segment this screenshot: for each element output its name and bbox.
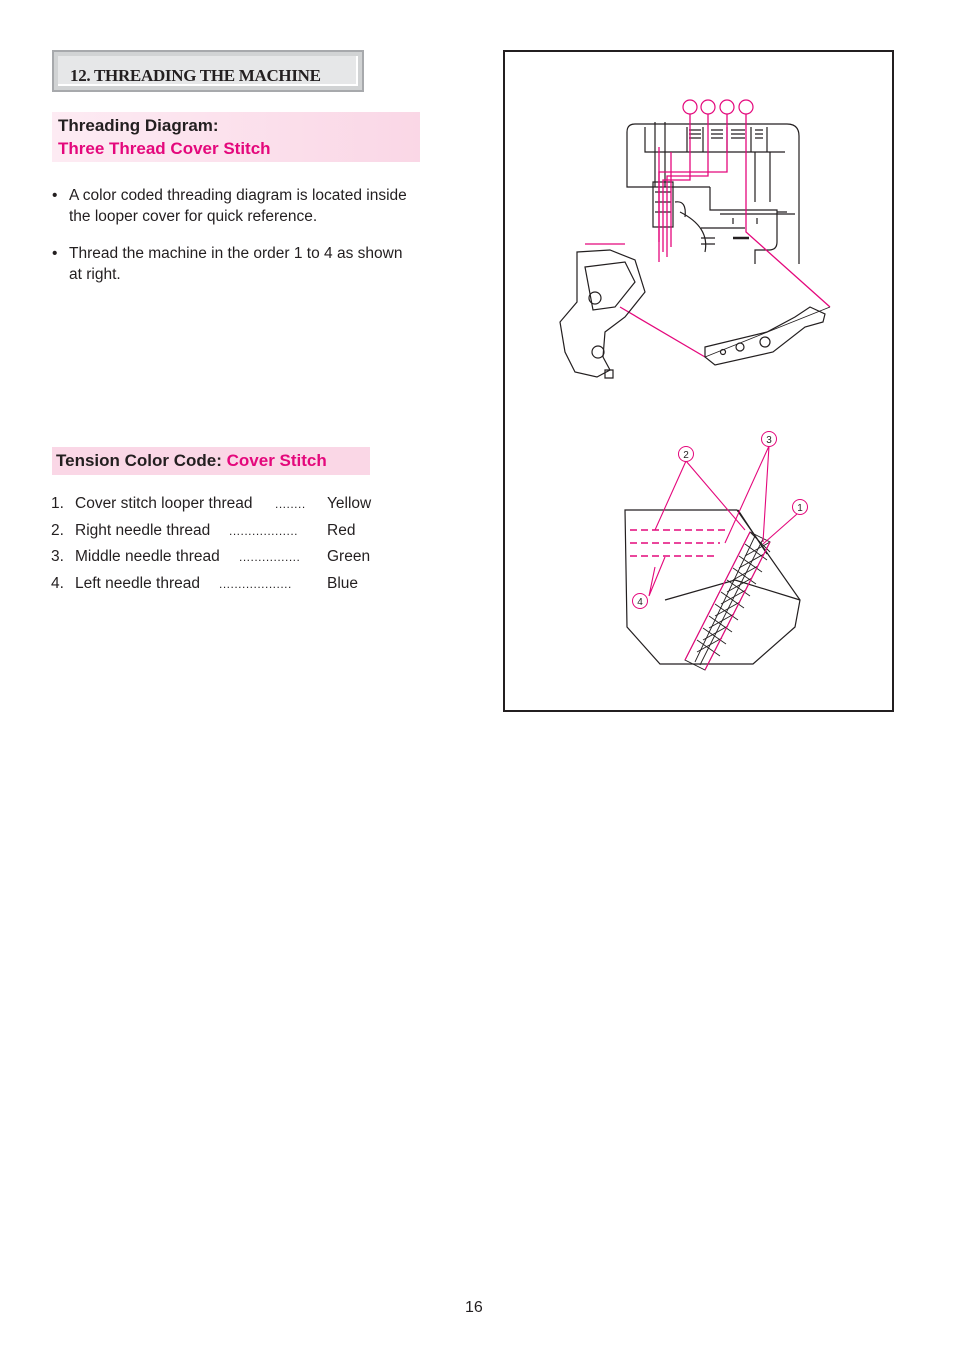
code-number: 1. bbox=[51, 495, 64, 512]
tension-code-row bbox=[51, 495, 411, 522]
callout-leaders bbox=[649, 446, 797, 596]
instruction-item bbox=[52, 185, 472, 227]
code-value: Yellow bbox=[327, 495, 372, 512]
code-value: Red bbox=[327, 521, 356, 539]
instruction-line: the looper cover for quick reference. bbox=[69, 208, 318, 225]
leader-dots: .................. bbox=[229, 523, 299, 538]
machine-body-drawing bbox=[627, 122, 799, 264]
dial-callout-circle bbox=[701, 100, 715, 114]
callout-label: 1 bbox=[797, 503, 803, 514]
leader-dots: ........ bbox=[275, 497, 306, 511]
stitch-dashes bbox=[630, 530, 725, 556]
leader-dots: ................... bbox=[219, 576, 292, 591]
threading-diagram-header bbox=[52, 112, 420, 162]
thread-paths bbox=[585, 114, 830, 357]
threading-illustration-frame bbox=[503, 50, 894, 712]
bullet-symbol: • bbox=[52, 245, 58, 262]
instruction-list bbox=[52, 185, 472, 301]
threading-illustration bbox=[505, 52, 896, 714]
looper-drawing bbox=[560, 250, 825, 378]
instruction-line: A color coded threading diagram is located inside bbox=[69, 187, 407, 204]
tension-code-row bbox=[51, 575, 411, 602]
threading-diagram-subtitle: Three Thread Cover Stitch bbox=[58, 139, 271, 158]
code-number: 2. bbox=[51, 521, 64, 539]
instruction-line: at right. bbox=[69, 266, 121, 283]
leader-dots: ................ bbox=[239, 550, 301, 564]
tension-subtitle: Cover Stitch bbox=[226, 451, 327, 470]
dial-callout-circle bbox=[683, 100, 697, 114]
callout-label: 2 bbox=[683, 450, 689, 461]
callout-label: 3 bbox=[766, 435, 772, 446]
tension-title: Tension Color Code: bbox=[56, 451, 222, 470]
cover-stitch-band bbox=[685, 532, 770, 670]
section-heading: 12. THREADING THE MACHINE bbox=[70, 66, 321, 85]
figure-callouts bbox=[633, 432, 808, 609]
section-heading-inner bbox=[58, 56, 358, 86]
tension-heading bbox=[56, 451, 327, 471]
instruction-item bbox=[52, 243, 472, 285]
page-number: 16 bbox=[465, 1299, 483, 1316]
code-value: Blue bbox=[327, 574, 359, 592]
dial-callout-circle bbox=[739, 100, 753, 114]
code-value: Green bbox=[327, 548, 371, 565]
tension-code-list bbox=[51, 495, 411, 601]
bullet-symbol: • bbox=[52, 187, 58, 204]
code-number: 3. bbox=[51, 548, 64, 565]
instruction-line: Thread the machine in the order 1 to 4 as shown bbox=[69, 245, 403, 262]
code-label: Left needle thread bbox=[75, 574, 200, 592]
dial-callouts bbox=[683, 100, 753, 114]
code-label: Middle needle thread bbox=[75, 548, 220, 565]
code-label: Right needle thread bbox=[75, 521, 211, 539]
tension-code-row bbox=[51, 548, 411, 575]
callout-label: 4 bbox=[637, 597, 643, 608]
dial-callout-circle bbox=[720, 100, 734, 114]
threading-diagram-title: Threading Diagram: bbox=[58, 116, 219, 135]
tension-code-row bbox=[51, 522, 411, 549]
section-heading-box bbox=[52, 50, 364, 92]
code-label: Cover stitch looper thread bbox=[75, 495, 253, 512]
tension-color-code-header bbox=[52, 447, 370, 475]
code-number: 4. bbox=[51, 574, 64, 592]
